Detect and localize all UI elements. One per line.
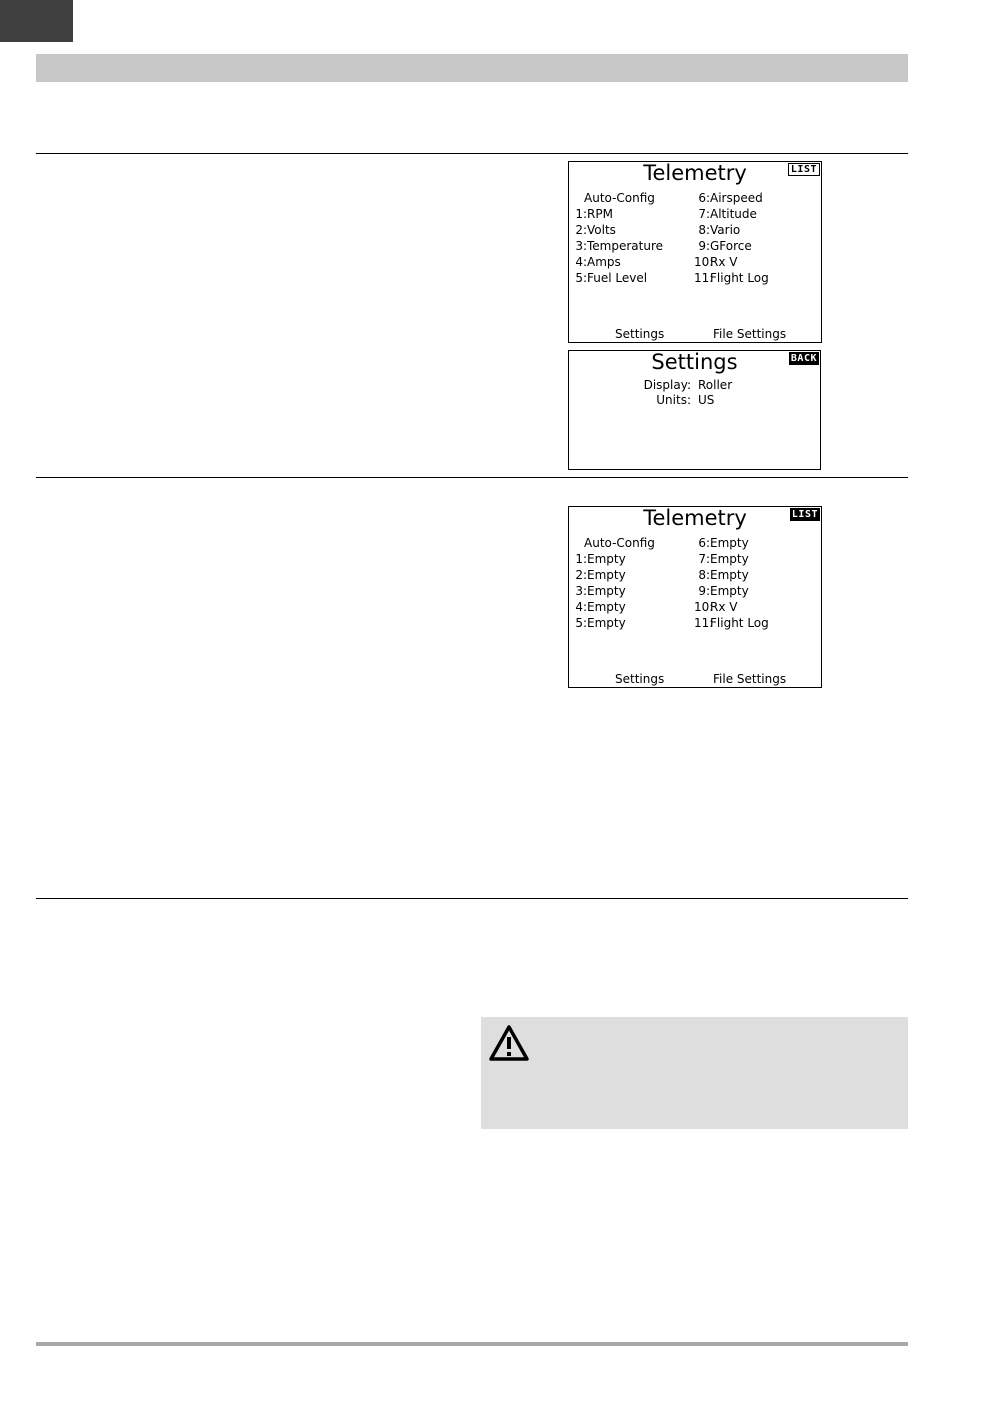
telemetry-screen	[568, 161, 822, 343]
telemetry-slot-5[interactable]: 5:Fuel Level	[575, 271, 648, 285]
telemetry-slot-4[interactable]: 4:Amps	[575, 255, 621, 269]
warning-triangle-icon	[488, 1024, 530, 1062]
telemetry-slot-11[interactable]: 11:Flight Log	[694, 616, 769, 630]
display-value[interactable]: Roller	[698, 378, 733, 392]
file-settings-softkey[interactable]: File Settings	[713, 672, 787, 686]
telemetry-slot-10[interactable]: 10:Rx V	[694, 600, 738, 614]
screen-title: Telemetry	[643, 506, 747, 530]
telemetry-slot-3[interactable]: 3:Temperature	[575, 239, 664, 253]
units-value[interactable]: US	[698, 393, 715, 407]
telemetry-slot-7[interactable]: 7:Altitude	[698, 207, 757, 221]
screen-title: Telemetry	[643, 161, 747, 185]
list-badge[interactable]: LIST	[791, 509, 818, 520]
telemetry-slot-9[interactable]: 9:Empty	[698, 584, 749, 598]
telemetry-slot-7[interactable]: 7:Empty	[698, 552, 749, 566]
telemetry-slot-1[interactable]: 1:RPM	[575, 207, 613, 221]
telemetry-slot-4[interactable]: 4:Empty	[575, 600, 626, 614]
settings-softkey[interactable]: Settings	[615, 672, 665, 686]
telemetry-slot-3[interactable]: 3:Empty	[575, 584, 626, 598]
telemetry-slot-6[interactable]: 6:Empty	[698, 536, 749, 550]
telemetry-slot-11[interactable]: 11:Flight Log	[694, 271, 769, 285]
telemetry-slot-10[interactable]: 10:Rx V	[694, 255, 738, 269]
telemetry-slot-9[interactable]: 9:GForce	[698, 239, 752, 253]
footer-rule	[36, 1342, 908, 1346]
back-badge[interactable]: BACK	[790, 353, 817, 364]
warning-callout	[481, 1017, 908, 1129]
file-settings-softkey[interactable]: File Settings	[713, 327, 787, 341]
list-badge[interactable]: LIST	[788, 163, 820, 176]
section-divider	[36, 898, 908, 899]
telemetry-slot-8[interactable]: 8:Vario	[698, 223, 741, 237]
settings-softkey[interactable]: Settings	[615, 327, 665, 341]
display-label: Display:	[643, 378, 691, 392]
settings-screen	[568, 350, 821, 470]
telemetry-slot-5[interactable]: 5:Empty	[575, 616, 626, 630]
telemetry-slot-1[interactable]: 1:Empty	[575, 552, 626, 566]
screen-title: Settings	[651, 350, 738, 374]
section-header-band	[36, 54, 908, 82]
section-divider	[36, 477, 908, 478]
telemetry-slot-2[interactable]: 2:Volts	[575, 223, 616, 237]
telemetry-slot-6[interactable]: 6:Airspeed	[698, 191, 763, 205]
units-label: Units:	[656, 393, 691, 407]
page-corner-tab	[0, 0, 73, 42]
section-divider	[36, 153, 908, 154]
auto-config-item[interactable]: Auto-Config	[584, 536, 655, 550]
telemetry-slot-2[interactable]: 2:Empty	[575, 568, 626, 582]
auto-config-item[interactable]: Auto-Config	[584, 191, 655, 205]
telemetry-slot-8[interactable]: 8:Empty	[698, 568, 749, 582]
telemetry-screen-empty	[568, 506, 822, 688]
